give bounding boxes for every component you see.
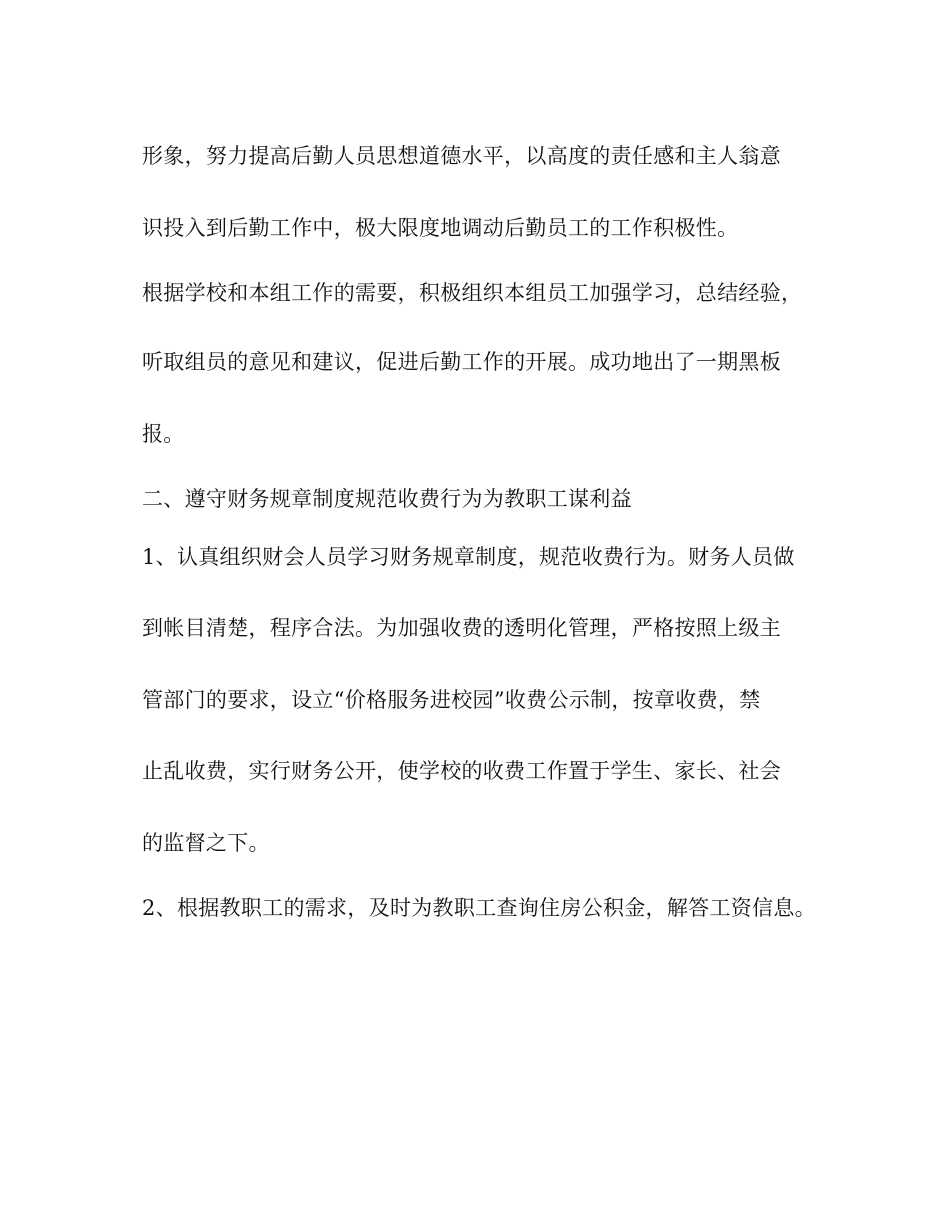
- paragraph-line: 2、根据教职工的需求，及时为教职工查询住房公积金，解答工资信息。: [142, 896, 816, 920]
- paragraph-line: 听取组员的意见和建议，促进后勤工作的开展。成功地出了一期黑板: [142, 350, 781, 374]
- section-heading: 二、遵守财务规章制度规范收费行为为教职工谋利益: [142, 487, 632, 511]
- paragraph-line: 到帐目清楚，程序合法。为加强收费的透明化管理，严格按照上级主: [142, 616, 781, 640]
- paragraph-line: 管部门的要求，设立“价格服务进校园”收费公示制，按章收费，禁: [142, 688, 761, 712]
- paragraph-line: 的监督之下。: [142, 831, 270, 855]
- paragraph-line: 1、认真组织财会人员学习财务规章制度，规范收费行为。财务人员做: [142, 545, 795, 569]
- paragraph-line: 止乱收费，实行财务公开，使学校的收费工作置于学生、家长、社会: [142, 759, 781, 783]
- paragraph-line: 报。: [142, 422, 185, 446]
- paragraph-line: 识投入到后勤工作中，极大限度地调动后勤员工的工作积极性。: [142, 216, 739, 240]
- paragraph-line: 形象，努力提高后勤人员思想道德水平，以高度的责任感和主人翁意: [142, 144, 781, 168]
- paragraph-line: 根据学校和本组工作的需要，积极组织本组员工加强学习，总结经验，: [142, 281, 803, 305]
